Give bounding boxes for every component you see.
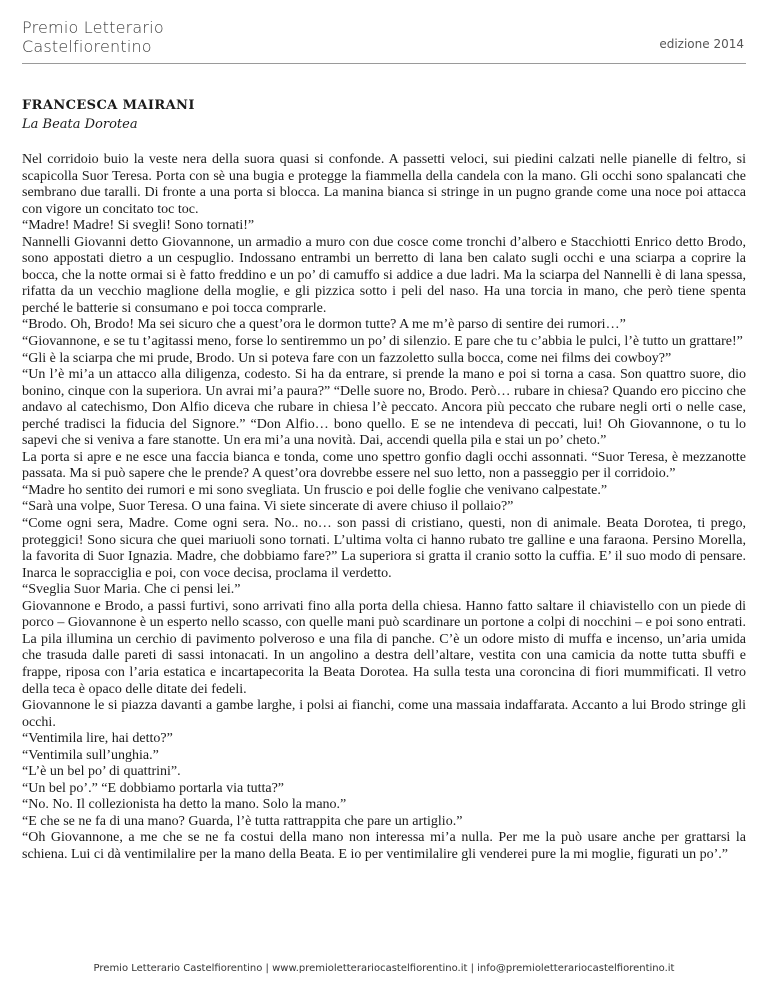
header-divider — [22, 63, 746, 64]
work-title: La Beata Dorotea — [22, 117, 138, 132]
site-title-line-1: Premio Letterario — [22, 18, 164, 37]
site-title — [22, 18, 164, 56]
paragraph: “E che se ne fa di una mano? Guarda, l’è tutta rattrappita che pare un artiglio.” — [22, 813, 463, 829]
paragraph: “Sveglia Suor Maria. Che ci pensi lei.” — [22, 582, 241, 598]
paragraph: Giovannone e Brodo, a passi furtivi, sono arrivati fino alla porta della chiesa. Hanno fatto saltare il chiavistello con un piede di porco – Giovannone è un esperto nello scasso, con quelle mani può scardinare un portone a colpi di nocchini – e poi sono entrati. La pila illumina un cerchio di pavimento polveroso e una fila di panche. C’è un odore misto di muffa e incenso, un’aria umida che trasuda dalle pareti di sassi intonacati. In un angolino a destra dell’altare, vestita con una camicia da notte tutta sbuffi e frappe, riposa con l’aria estatica e incartapecorita la Beata Dorotea. Ha sulla testa una coroncina di fiori mummificati. Il vetro della teca è opaco delle ditate dei fedeli. — [22, 598, 746, 697]
site-title-line-2: Castelfiorentino — [22, 37, 152, 56]
paragraph: “L’è un bel po’ di quattrini”. — [22, 764, 181, 780]
story-body — [22, 152, 746, 864]
paragraph: La porta si apre e ne esce una faccia bianca e tonda, come uno spettro gonfio dagli occhi assonnati. “Suor Teresa, è mezzanotte passata. Ma si può sapere che le prende? A quest’ora dovrebbe essere nel suo letto, non a passeggio per il corridoio.” — [22, 449, 746, 482]
paragraph: “Oh Giovannone, a me che se ne fa costui della mano non interessa mi’a nulla. Per me la può usare anche per grattarsi la schiena. Lui ci dà ventimilalire per la mano della Beata. E io per ventimilalire gli venderei pure la mi moglie, figurati un po’.” — [22, 830, 746, 862]
paragraph: “No. No. Il collezionista ha detto la mano. Solo la mano.” — [22, 797, 347, 813]
paragraph: “Ventimila sull’unghia.” — [22, 747, 159, 763]
paragraph: “Un l’è mi’a un attacco alla diligenza, codesto. Si ha da entrare, si prende la mano e poi si torna a casa. Son quattro suore, dio bonino, cinque con la superiora. Un avrai mi’a paura?” “Delle suore no, Brodo. Però… rubare in chiesa? Quando ero piccino che andavo al catechismo, Don Alfio diceva che rubare in chiesa l’è peccato. Ancora più peccato che rubare negli orti o nelle case, perché tradisci la fiducia del Signore.” “Don Alfio… bono quello. E se ne intendeva di peccati, lui! Oh Giovannone, o tu lo sapevi che si veniva a fare stanotte. Un era mi’a una novità. Dai, accendi quella pila e stai un po’ cheto.” — [22, 367, 746, 449]
paragraph: Nel corridoio buio la veste nera della suora quasi si confonde. A passetti veloci, sui piedini calzati nelle pianelle di feltro, si scapicolla Suor Teresa. Porta con sè una bugia e protegge la fiammella della candela con la mano. Gli occhi sono spalancati che sembrano due taralli. Di fronte a una porta si blocca. La manina bianca si stringe in un pugno grande come una noce poi attacca con vigore un concitato toc toc. — [22, 152, 746, 217]
paragraph: “Ventimila lire, hai detto?” — [22, 731, 173, 747]
author-name: FRANCESCA MAIRANI — [22, 98, 195, 113]
paragraph: “Come ogni sera, Madre. Come ogni sera. No.. no… son passi di cristiano, questi, non di animale. Beata Dorotea, ti prego, proteggici! Sono sicura che quei mariuoli sono tornati. L’ultima volta ci hanno rubato tre galline e una faraona. Persino Morella, la favorita di Suor Ignazia. Madre, che dobbiamo fare?” La superiora si gratta il cranio sotto la cuffia. E’ il suo modo di pensare. Inarca le sopracciglia e poi, con voce decisa, proclama il verdetto. — [22, 516, 746, 581]
paragraph: Nannelli Giovanni detto Giovannone, un armadio a muro con due cosce come tronchi d’albero e Stacchiotti Enrico detto Brodo, sono appostati dietro a un cespuglio. Indossano entrambi un berretto di lana ben calato sugli occhi e una sciarpa a coprire la bocca, che la notte ormai si è fatto freddino e un po’ di camuffo si addice a due ladri. Ma la sciarpa del Nannelli è di lana spessa, rifatta da un vecchio maglione della moglie, e gli pizzica sotto i peli del naso. Ha una torcia in mano, che però tiene spenta perché le batterie si consumano e poi tocca comprarle. — [22, 234, 746, 316]
paragraph: “Gli è la sciarpa che mi prude, Brodo. Un si poteva fare con un fazzoletto sulla bocca, come nei films dei cowboy?” — [22, 350, 672, 366]
paragraph: “Giovannone, e se tu t’agitassi meno, forse lo sentiremmo un po’ di silenzio. E pare che tu c’abbia le pulci, l’è tutto un grattare!” — [22, 334, 743, 350]
paragraph: “Madre! Madre! Si svegli! Sono tornati!” — [22, 218, 255, 234]
paragraph: Giovannone le si piazza davanti a gambe larghe, i polsi ai fianchi, come una massaia indaffarata. Accanto a lui Brodo stringe gli occhi. — [22, 698, 746, 730]
paragraph: “Madre ho sentito dei rumori e mi sono svegliata. Un fruscio e poi delle foglie che venivano calpestate.” — [22, 482, 608, 498]
footer-contact: Premio Letterario Castelfiorentino | www.premioletterariocastelfiorentino.it | info@premioletterariocastelfiorentino.it — [93, 963, 675, 974]
edition-label: edizione 2014 — [659, 37, 744, 51]
paragraph: “Un bel po’.” “E dobbiamo portarla via tutta?” — [22, 780, 285, 796]
paragraph: “Sarà una volpe, Suor Teresa. O una faina. Vi siete sincerate di avere chiuso il pollaio?” — [22, 499, 514, 515]
paragraph: “Brodo. Oh, Brodo! Ma sei sicuro che a quest’ora le dormon tutte? A me m’è parso di sentire dei rumori…” — [22, 317, 626, 333]
